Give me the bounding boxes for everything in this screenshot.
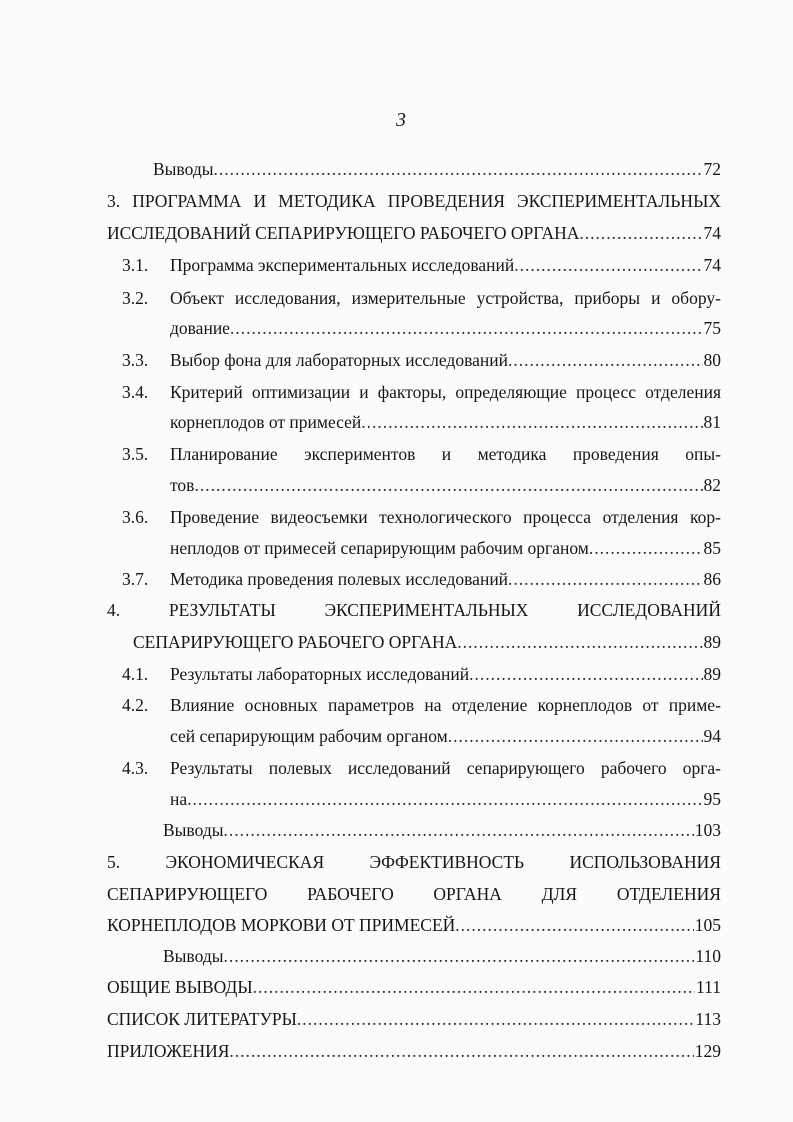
toc-section-3-2-line2: дование ..... 75 [170,312,721,344]
toc-section-3-7: Методика проведения полевых исследований ..... 86 [170,563,721,595]
toc-section-4-3-line2: на ..... 95 [170,783,721,815]
toc-chapter-5-line2: СЕПАРИРУЮЩЕГО РАБОЧЕГО ОРГАНА ДЛЯ ОТДЕЛЕНИЯ [107,884,721,904]
toc-section-3-4-line1: Критерий оптимизации и факторы, определяющие процесс отделения [170,382,721,402]
toc-entry-general-conclusions: ОБЩИЕ ВЫВОДЫ ..... 111 [107,971,721,1003]
toc-entry-references: СПИСОК ЛИТЕРАТУРЫ ..... 113 [107,1003,721,1035]
toc-section-number: 4.3. [122,758,149,778]
toc-section-3-6-line2: неплодов от примесей сепарирующим рабочим органом ..... 85 [170,532,721,564]
toc-section-number: 3.4. [122,382,149,402]
toc-section-4-1: Результаты лабораторных исследований ..... 89 [170,658,721,690]
toc-section-number: 3.6. [122,507,149,527]
toc-chapter-4-line1: 4. РЕЗУЛЬТАТЫ ЭКСПЕРИМЕНТАЛЬНЫХ ИССЛЕДОВАНИЙ [107,600,721,620]
toc-section-number: 3.5. [122,444,149,464]
toc-chapter-5-line3: КОРНЕПЛОДОВ МОРКОВИ ОТ ПРИМЕСЕЙ ..... 105 [107,909,721,941]
toc-section-number: 3.3. [122,350,149,370]
toc-section-number: 3.2. [122,288,149,308]
toc-section-number: 4.2. [122,695,149,715]
toc-section-3-1: Программа экспериментальных исследований ..... 74 [170,249,721,281]
toc-chapter-3-line1: 3. ПРОГРАММА И МЕТОДИКА ПРОВЕДЕНИЯ ЭКСПЕРИМЕНТАЛЬНЫХ [107,191,721,211]
toc-section-number: 3.7. [122,569,149,589]
toc-section-number: 3.1. [122,255,149,275]
toc-chapter-3-line2: ИССЛЕДОВАНИЙ СЕПАРИРУЮЩЕГО РАБОЧЕГО ОРГАНА ..... 74 [107,217,721,249]
toc-section-number: 4.1. [122,664,149,684]
toc-entry-appendices: ПРИЛОЖЕНИЯ ..... 129 [107,1035,721,1067]
toc-section-3-4-line2: корнеплодов от примесей ..... 81 [170,406,721,438]
toc-section-3-5-line1: Планирование экспериментов и методика проведения опы- [170,444,721,464]
toc-entry-conclusions-2: Выводы ..... 72 [153,153,721,185]
toc-chapter-5-line1: 5. ЭКОНОМИЧЕСКАЯ ЭФФЕКТИВНОСТЬ ИСПОЛЬЗОВАНИЯ [107,852,721,872]
toc-chapter-4-line2: СЕПАРИРУЮЩЕГО РАБОЧЕГО ОРГАНА ..... 89 [133,626,721,658]
toc-entry-conclusions-5: Выводы ..... 110 [163,940,721,972]
toc-section-4-2-line1: Влияние основных параметров на отделение корнеплодов от приме- [170,695,721,715]
page-number: 3 [396,109,406,131]
toc-section-4-2-line2: сей сепарирующим рабочим органом ..... 94 [170,720,721,752]
toc-section-3-3: Выбор фона для лабораторных исследований ..... 80 [170,344,721,376]
toc-section-3-2-line1: Объект исследования, измерительные устройства, приборы и обору- [170,288,721,308]
toc-section-4-3-line1: Результаты полевых исследований сепарирующего рабочего орга- [170,758,721,778]
toc-section-3-6-line1: Проведение видеосъемки технологического процесса отделения кор- [170,507,721,527]
toc-entry-conclusions-4: Выводы ..... 103 [163,814,721,846]
toc-section-3-5-line2: тов ..... 82 [170,469,721,501]
